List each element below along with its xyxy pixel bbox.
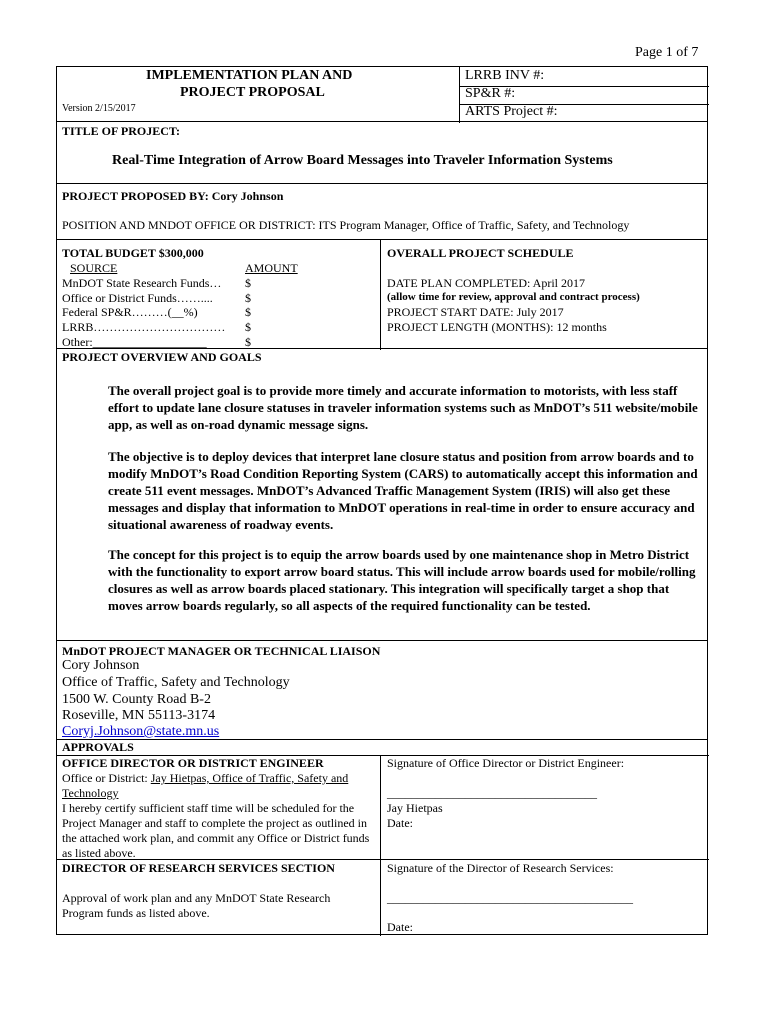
manager-name: Cory Johnson (62, 658, 140, 673)
schedule-header: OVERALL PROJECT SCHEDULE (387, 246, 574, 260)
manager-address-line2: Roseville, MN 55113-3174 (62, 708, 216, 723)
office-district-line (62, 771, 374, 801)
project-title: Real-Time Integration of Arrow Board Messages into Traveler Information Systems (112, 153, 613, 168)
manager-email-link[interactable]: Coryj.Johnson@state.mn.us (62, 724, 220, 739)
plan-title-line2: PROJECT PROPOSAL (180, 85, 325, 100)
office-district-prefix: Office or District: (62, 771, 151, 785)
overview-paragraph: The objective is to deploy devices that interpret lane closure status and position from arrow boards and to modify MnDOT’s Road Condition Reporting System (CARS) to automatically accept this information and create 511 event messages. MnDOT’s Advanced Traffic Management System (IRIS) will also get these messages and display that information to MnDOT operations in real-time in order to ensure accuracy and situational awareness of roadway events. (108, 449, 698, 532)
research-signature-date: Date: (387, 920, 413, 934)
budget-amount: $ (245, 320, 251, 334)
office-signature-date: Date: (387, 816, 413, 830)
research-signature-line: _________________________________________ (387, 891, 633, 905)
budget-source: Other:___________________ (62, 335, 207, 349)
spr-field: SP&R #: (465, 86, 516, 101)
office-signature-line: ___________________________________ (387, 786, 597, 800)
office-director-header: OFFICE DIRECTOR OR DISTRICT ENGINEER (62, 756, 324, 770)
budget-amount: $ (245, 291, 251, 305)
page-number: Page 1 of 7 (635, 45, 699, 60)
position-office: POSITION AND MNDOT OFFICE OR DISTRICT: ITS Program Manager, Office of Traffic, Safety, and Technology (62, 218, 630, 232)
date-plan-completed: DATE PLAN COMPLETED: April 2017 (387, 276, 585, 290)
source-header: SOURCE (70, 261, 118, 275)
total-budget: TOTAL BUDGET $300,000 (62, 246, 204, 260)
amount-header: AMOUNT (245, 261, 298, 275)
overview-paragraph: The concept for this project is to equip the arrow boards used by one maintenance shop in Metro District with the functionality to export arrow board status. This will include arrow boards used for mobile/rolling closures as well as arrow boards placed stationary. This integration will specifically target a shop that moves arrow boards regularly, so all aspects of the required functionality can be tested. (108, 547, 696, 613)
approvals-header: APPROVALS (62, 740, 134, 754)
budget-source: MnDOT State Research Funds… (62, 276, 222, 290)
proposed-by: PROJECT PROPOSED BY: Cory Johnson (62, 189, 284, 203)
manager-header: MnDOT PROJECT MANAGER OR TECHNICAL LIAISON (62, 644, 381, 658)
version-label: Version 2/15/2017 (62, 103, 136, 114)
research-approval-text: Approval of work plan and any MnDOT State Research Program funds as listed above. (62, 891, 331, 920)
budget-amount: $ (245, 305, 251, 319)
manager-address-line1: 1500 W. County Road B-2 (62, 692, 211, 707)
budget-source: LRRB…………………………… (62, 320, 226, 334)
budget-source: Office or District Funds…….... (62, 291, 213, 305)
budget-amount: $ (245, 276, 251, 290)
title-label: TITLE OF PROJECT: (62, 124, 181, 138)
office-district-name: Jay Hietpas, Office of Traffic, Safety and Technology (62, 771, 349, 800)
lrrb-inv-field: LRRB INV #: (465, 68, 545, 83)
budget-source: Federal SP&R………(__%) (62, 305, 198, 319)
allow-time-note: (allow time for review, approval and contract process) (387, 291, 640, 303)
arts-project-field: ARTS Project #: (465, 104, 558, 119)
office-signature-label: Signature of Office Director or District Engineer: (387, 756, 625, 770)
signer-name: Jay Hietpas (387, 801, 443, 815)
certify-statement: I hereby certify sufficient staff time will be scheduled for the Project Manager and staff to complete the project as outlined in the attached work plan, and commit any Office or District funds as listed above. (62, 801, 370, 860)
plan-title-line1: IMPLEMENTATION PLAN AND (146, 68, 353, 83)
research-signature-label: Signature of the Director of Research Services: (387, 861, 614, 875)
research-director-header: DIRECTOR OF RESEARCH SERVICES SECTION (62, 861, 335, 875)
project-length: PROJECT LENGTH (MONTHS): 12 months (387, 320, 607, 334)
manager-office: Office of Traffic, Safety and Technology (62, 675, 290, 690)
overview-paragraph: The overall project goal is to provide more timely and accurate information to motorists, with less staff effort to update lane closure statuses in traveler information systems such as MnDOT’s 511 website/mobile app, as well as on-road dynamic message signs. (108, 383, 698, 432)
budget-amount: $ (245, 335, 251, 349)
overview-header: PROJECT OVERVIEW AND GOALS (62, 350, 262, 364)
project-start-date: PROJECT START DATE: July 2017 (387, 305, 564, 319)
